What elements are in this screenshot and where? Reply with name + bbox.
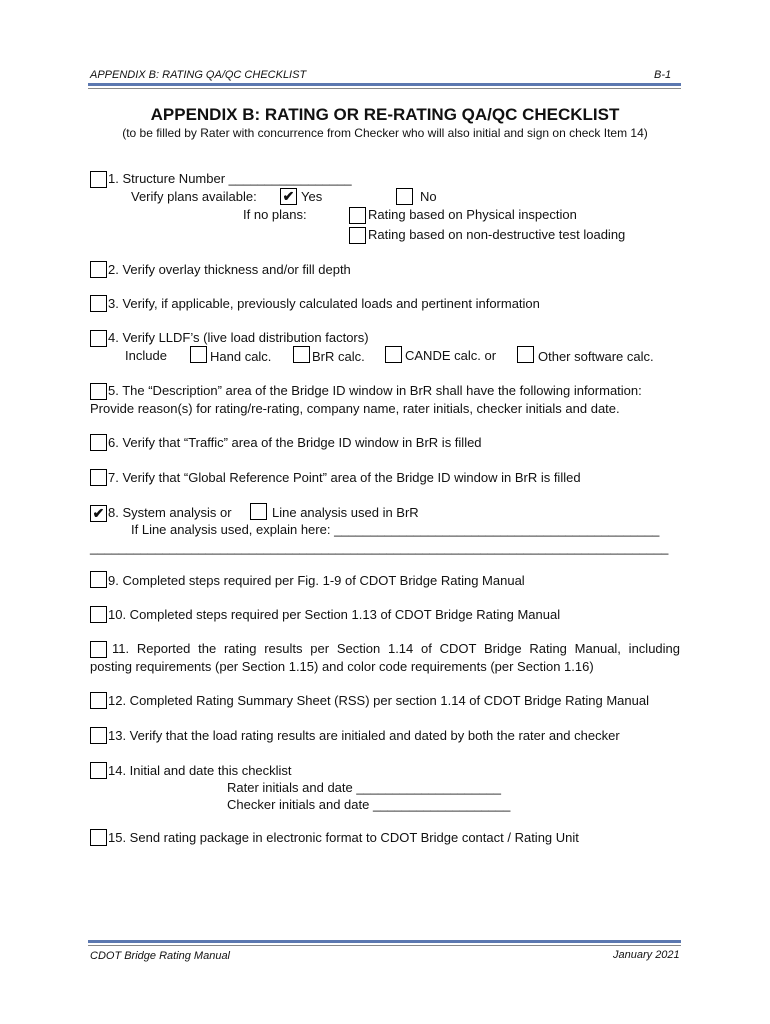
brr-calc-label: BrR calc. — [312, 349, 365, 364]
item10-label: 10. Completed steps required per Section 1.13 of CDOT Bridge Rating Manual — [108, 607, 561, 622]
footer-manual-name: CDOT Bridge Rating Manual — [90, 950, 231, 962]
item11-line2: posting requirements (per Section 1.15) and color code requirements (per Section 1.16) — [90, 659, 594, 674]
item8-label: 8. System analysis or — [108, 505, 232, 520]
item12-checkbox[interactable] — [90, 692, 107, 709]
ndt-label: Rating based on non-destructive test loading — [368, 227, 626, 242]
page-title: APPENDIX B: RATING OR RE-RATING QA/QC CHECKLIST — [150, 105, 620, 124]
item8-checkbox[interactable]: ✔ — [90, 505, 107, 522]
item1-checkbox[interactable] — [90, 171, 107, 188]
item13-label: 13. Verify that the load rating results are initialed and dated by both the rater and checker — [108, 728, 620, 743]
ndt-checkbox[interactable] — [349, 227, 366, 244]
footer-rule — [88, 940, 681, 943]
header-title: APPENDIX B: RATING QA/QC CHECKLIST — [90, 69, 307, 81]
cande-calc-checkbox[interactable] — [385, 346, 402, 363]
item14-label: 14. Initial and date this checklist — [108, 763, 292, 778]
other-software-checkbox[interactable] — [517, 346, 534, 363]
brr-calc-checkbox[interactable] — [293, 346, 310, 363]
yes-label: Yes — [301, 189, 323, 204]
item7-label: 7. Verify that “Global Reference Point” area of the Bridge ID window in BrR is filled — [108, 470, 581, 485]
no-label: No — [420, 189, 437, 204]
no-checkbox[interactable] — [396, 188, 413, 205]
item9-checkbox[interactable] — [90, 571, 107, 588]
item14-checkbox[interactable] — [90, 762, 107, 779]
item11-checkbox[interactable] — [90, 641, 107, 658]
other-software-label: Other software calc. — [538, 349, 654, 364]
header-rule-thin — [88, 88, 681, 89]
hand-calc-checkbox[interactable] — [190, 346, 207, 363]
item11-line1: 11. Reported the rating results per Section 1.14 of CDOT Bridge Rating Manual, including — [112, 641, 680, 656]
footer-rule-thin — [88, 945, 681, 946]
if-no-plans-label: If no plans: — [243, 207, 307, 222]
line-analysis-label: Line analysis used in BrR — [272, 505, 419, 520]
physical-inspection-label: Rating based on Physical inspection — [368, 207, 577, 222]
item15-checkbox[interactable] — [90, 829, 107, 846]
item3-label: 3. Verify, if applicable, previously calculated loads and pertinent information — [108, 296, 540, 311]
header-rule — [88, 83, 681, 86]
item2-checkbox[interactable] — [90, 261, 107, 278]
item13-checkbox[interactable] — [90, 727, 107, 744]
item6-label: 6. Verify that “Traffic” area of the Bridge ID window in BrR is filled — [108, 435, 482, 450]
item15-label: 15. Send rating package in electronic format to CDOT Bridge contact / Rating Unit — [108, 830, 579, 845]
item4-checkbox[interactable] — [90, 330, 107, 347]
item5-line2: Provide reason(s) for rating/re-rating, company name, rater initials, checker initials and date. — [90, 401, 620, 416]
item8-explain[interactable]: If Line analysis used, explain here: _____________________________________________ — [131, 522, 660, 537]
header-page-number: B-1 — [654, 69, 672, 81]
item5-line1: 5. The “Description” area of the Bridge ID window in BrR shall have the following information: — [108, 383, 642, 398]
cande-calc-label: CANDE calc. or — [405, 348, 497, 363]
item6-checkbox[interactable] — [90, 434, 107, 451]
physical-inspection-checkbox[interactable] — [349, 207, 366, 224]
item1-label: 1. Structure Number _________________ — [108, 171, 352, 186]
rater-initials-field[interactable]: Rater initials and date ____________________ — [227, 780, 501, 795]
footer-date: January 2021 — [613, 949, 680, 961]
item5-checkbox[interactable] — [90, 383, 107, 400]
item10-checkbox[interactable] — [90, 606, 107, 623]
checker-initials-field[interactable]: Checker initials and date ___________________ — [227, 797, 511, 812]
item9-label: 9. Completed steps required per Fig. 1-9 of CDOT Bridge Rating Manual — [108, 573, 525, 588]
item7-checkbox[interactable] — [90, 469, 107, 486]
page-subtitle: (to be filled by Rater with concurrence from Checker who will also initial and sign on check Item 14) — [122, 126, 648, 140]
item1-verify-plans: Verify plans available: — [131, 189, 257, 204]
line-analysis-checkbox[interactable] — [250, 503, 267, 520]
yes-checkbox[interactable]: ✔ — [280, 188, 297, 205]
include-label: Include — [125, 348, 167, 363]
item12-label: 12. Completed Rating Summary Sheet (RSS) per section 1.14 of CDOT Bridge Rating Manual — [108, 693, 649, 708]
item2-label: 2. Verify overlay thickness and/or fill depth — [108, 262, 351, 277]
hand-calc-label: Hand calc. — [210, 349, 272, 364]
item3-checkbox[interactable] — [90, 295, 107, 312]
item8-blank-line[interactable]: ________________________________________________________________________________ — [90, 540, 669, 555]
item4-label: 4. Verify LLDF’s (live load distribution factors) — [108, 330, 369, 345]
